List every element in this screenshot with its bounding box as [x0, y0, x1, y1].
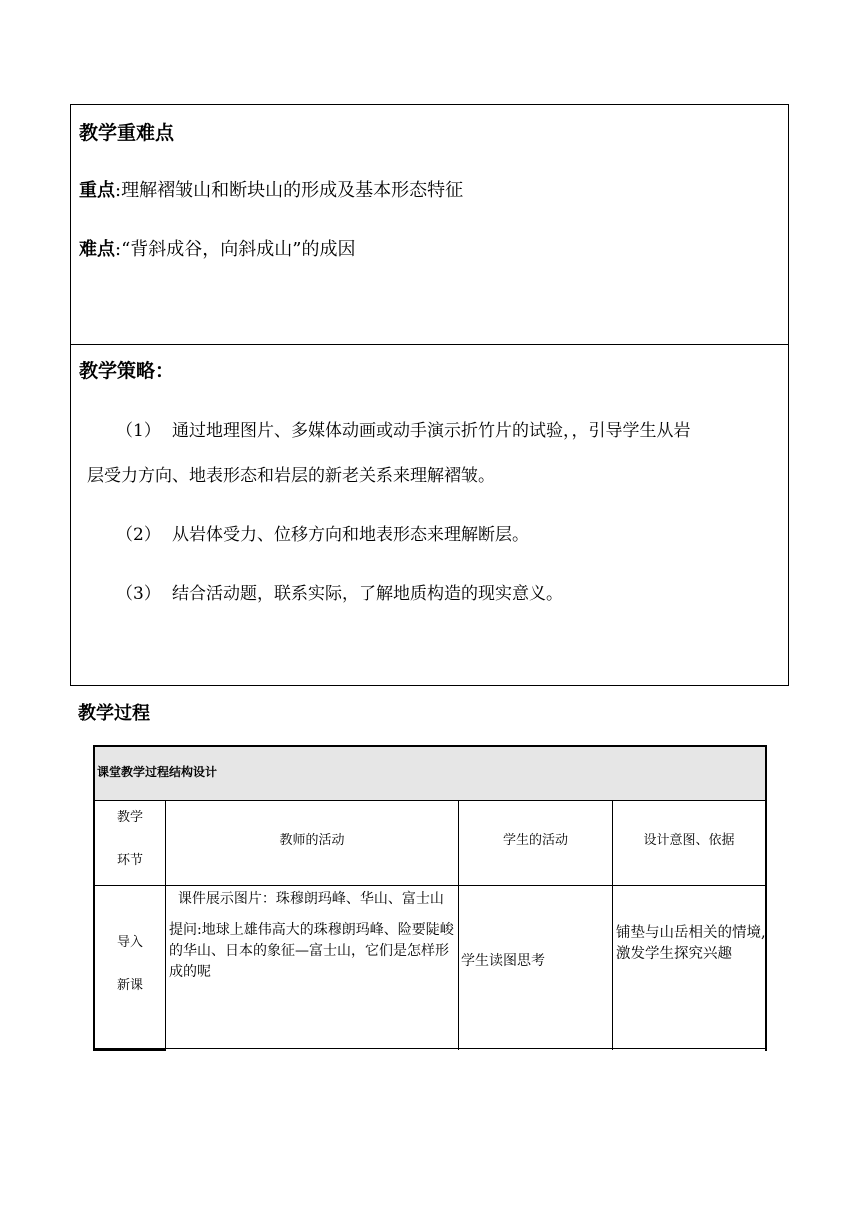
strategy-item-3: [116, 579, 563, 604]
strategy-item-1: [116, 416, 691, 441]
strategy-item-text: 结合活动题，联系实际，了解地质构造的现实意义。: [172, 584, 563, 604]
teacher-activity-paragraph: 课件展示图片：珠穆朗玛峰、华山、富士山: [169, 891, 444, 907]
focus-label: 重点: [79, 180, 115, 201]
header-student-activity: 学生的活动: [502, 833, 568, 848]
key-points-cell: [71, 105, 788, 345]
strategy-item-number: （3）: [116, 584, 161, 604]
key-points-strategy-box: [70, 104, 789, 686]
focus-line: [79, 176, 463, 202]
header-teacher-activity: 教师的活动: [279, 833, 345, 848]
row-teacher-activity: [169, 889, 457, 983]
row-stage-line: 导入: [116, 935, 143, 950]
strategy-item-1-continued: 层受力方向、地表形态和岩层的新老关系来理解褶皱。: [87, 466, 495, 486]
teaching-process-title: 教学过程: [78, 703, 150, 724]
row-stage-line: 新课: [116, 978, 143, 993]
difficulty-text: :“背斜成谷，向斜成山”的成因: [115, 239, 356, 260]
strategy-item-number: （1）: [116, 421, 161, 441]
strategy-heading: 教学策略：: [79, 360, 175, 382]
table-divider: [165, 1048, 767, 1049]
row-student-activity: 学生读图思考: [461, 953, 545, 969]
key-points-heading: 教学重难点: [79, 122, 175, 144]
difficulty-label: 难点: [79, 239, 115, 260]
header-stage: [95, 807, 165, 871]
teacher-activity-paragraph: 提问:地球上雄伟高大的珠穆朗玛峰、险要陡峻的华山、日本的象征—富士山，它们是怎样形成的呢: [169, 922, 454, 980]
focus-text: :理解褶皱山和断块山的形成及基本形态特征: [115, 180, 464, 201]
header-stage-line: 教学: [116, 810, 143, 825]
strategy-item-number: （2）: [116, 525, 161, 545]
header-design-intent: 设计意图、依据: [643, 833, 735, 848]
table-divider: [93, 1048, 166, 1051]
row-design-intent: 铺垫与山岳相关的情境,激发学生探究兴趣: [616, 925, 766, 962]
process-table: [93, 745, 767, 1051]
table-divider: [93, 800, 767, 801]
strategy-item-text: 通过地理图片、多媒体动画或动手演示折竹片的试验，，引导学生从岩: [172, 421, 691, 441]
table-caption: 课堂教学过程结构设计: [97, 765, 218, 779]
table-divider: [93, 885, 767, 886]
header-stage-line: 环节: [116, 853, 143, 868]
difficulty-line: [79, 235, 355, 261]
row-stage: [95, 932, 165, 996]
strategy-item-text: 从岩体受力、位移方向和地表形态来理解断层。: [172, 525, 529, 545]
strategy-item-2: [116, 520, 529, 545]
